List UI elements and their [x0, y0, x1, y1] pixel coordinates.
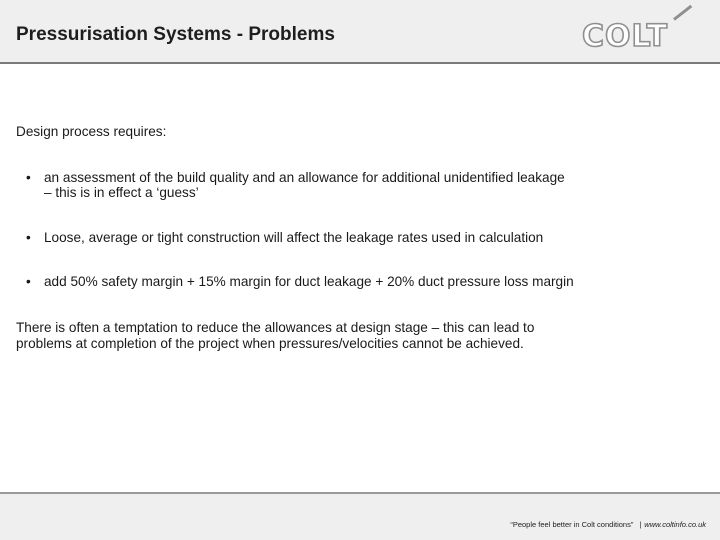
bullet-item	[16, 230, 576, 246]
colt-logo-accent	[673, 5, 692, 21]
slide-body	[16, 124, 576, 351]
slide-footer	[0, 492, 720, 540]
bullet-marker: •	[26, 274, 31, 290]
bullet-marker: •	[26, 229, 31, 245]
bullet-item	[16, 170, 576, 201]
bullet-text: add 50% safety margin + 15% margin for duct leakage + 20% duct pressure loss margin	[44, 274, 574, 290]
bullet-item	[16, 274, 576, 290]
slide-title: Pressurisation Systems - Problems	[16, 24, 335, 45]
bullet-text: Loose, average or tight construction will affect the leakage rates used in calculation	[44, 229, 544, 245]
intro-text: Design process requires:	[16, 124, 167, 139]
footer-text	[510, 520, 706, 529]
footer-slogan: “People feel better in Colt conditions”	[510, 520, 634, 529]
closing-paragraph: There is often a temptation to reduce the allowances at design stage – this can lead to problems at completion of the project when pressures/velocities cannot be achieved.	[16, 319, 535, 351]
colt-logo-text: COLT	[582, 19, 669, 54]
footer-url: www.coltinfo.co.uk	[644, 520, 706, 529]
bullet-list	[16, 170, 576, 290]
footer-separator: |	[639, 520, 642, 529]
slide-header	[0, 0, 720, 64]
bullet-text: an assessment of the build quality and an allowance for additional unidentified leakage – this is in effect a ‘guess’	[44, 169, 565, 201]
colt-logo	[582, 18, 702, 58]
bullet-marker: •	[26, 169, 31, 185]
